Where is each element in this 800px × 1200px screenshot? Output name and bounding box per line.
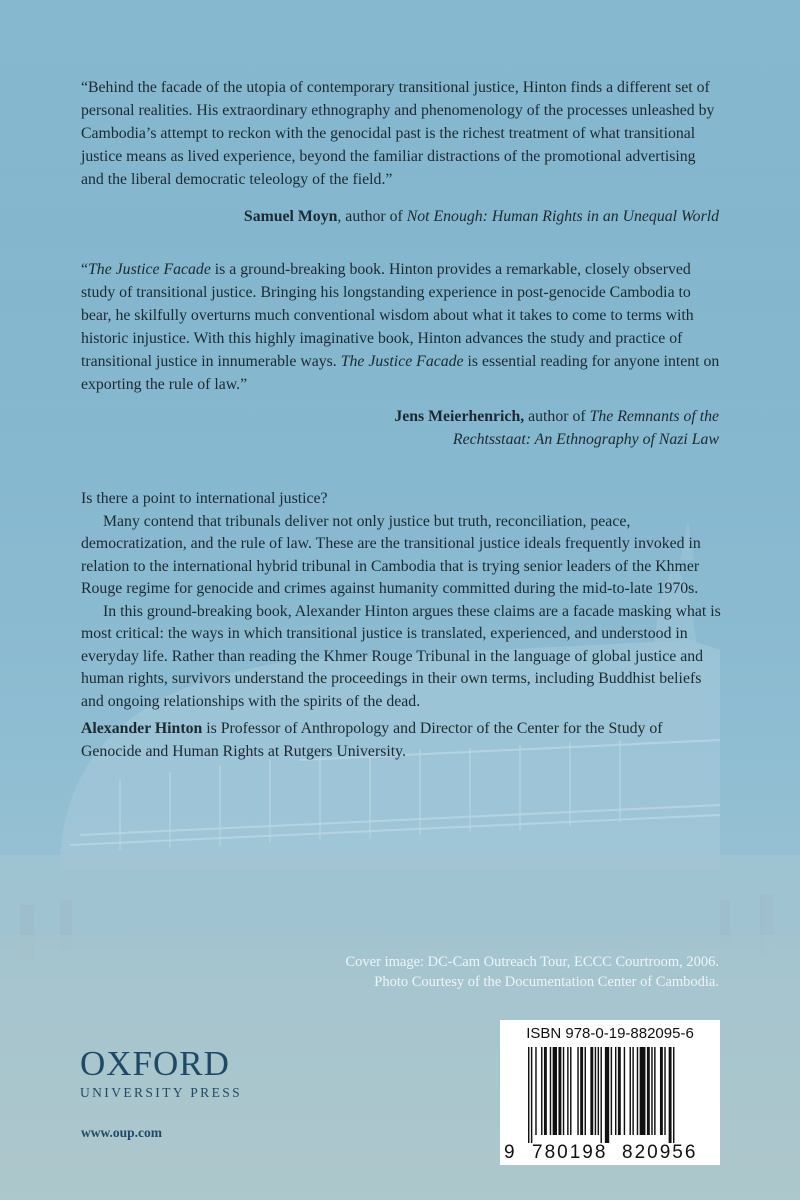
author-bio xyxy=(81,718,721,763)
barcode-bar xyxy=(585,1047,586,1135)
barcode-bar xyxy=(577,1047,578,1135)
book-title: The Justice Facade xyxy=(88,261,211,278)
isbn-left-digits: 780198 xyxy=(532,1142,608,1163)
barcode-bar xyxy=(531,1047,532,1143)
publisher-logo xyxy=(80,1046,270,1102)
description-paragraph-2: In this ground-breaking book, Alexander Hinton argues these claims are a facade masking what is most critical: the ways in which transitional justice is translated, experienced, and understood in everyday life. Rather than reading the Khmer Rouge Tribunal in the language of global justice and human rights, survivors understand the proceedings in their own terms, including Buddhist beliefs and ongoing relationships with the spirits of the dead. xyxy=(81,602,721,710)
book-description xyxy=(81,488,721,763)
endorser-name: Samuel Moyn xyxy=(243,208,338,225)
attribution-connector: author of xyxy=(524,408,590,425)
barcode-bar xyxy=(651,1047,652,1135)
barcode-bar xyxy=(544,1047,547,1135)
barcode-bar xyxy=(580,1047,583,1135)
description-question: Is there a point to international justice? xyxy=(81,490,328,507)
barcode-bar xyxy=(535,1047,536,1135)
barcode-bar xyxy=(590,1047,593,1135)
quote-text: is a ground-breaking book. Hinton provides a remarkable, closely observed study of transitional justice. Bringing his longstanding experience in post-genocide Cambodia to bear, he skilfully overturns much conventional wisdom about what it takes to come to terms with historic injustice. With this highly imaginative book, Hinton advances the study and practice of transitional justice in innumerable ways. xyxy=(81,261,694,370)
barcode-bar xyxy=(553,1047,557,1135)
barcode-bar xyxy=(541,1047,542,1135)
endorser-work-title: Not Enough: Human Rights in an Unequal World xyxy=(406,208,719,225)
barcode-bar xyxy=(618,1047,621,1135)
publisher-url: www.oup.com xyxy=(81,1125,163,1140)
endorsement-quote-2 xyxy=(81,258,721,396)
endorsement-quote-1: “Behind the facade of the utopia of contemporary transitional justice, Hinton finds a different set of personal realities. His extraordinary ethnography and phenomenology of the processes unleashed by Cambodia’s attempt to reckon with the genocidal past is the richest treatment of what transitional justice means as lived experience, beyond the familiar distractions of the promotional advertising and the liberal democratic teleology of the field.” xyxy=(81,79,715,188)
barcode-bar xyxy=(660,1047,663,1135)
description-paragraph-1: Many contend that tribunals deliver not only justice but truth, reconciliation, peace, democratization, and the rule of law. These are the transitional justice ideals frequently invoked in relation to the international hybrid tribunal in Cambodia that is trying senior leaders of the Khmer Rouge regime for genocide and crimes against humanity committed during the mid-to-late 1970s. xyxy=(81,512,701,597)
isbn-right-digits: 820956 xyxy=(622,1142,698,1163)
credit-line-1: Cover image: DC-Cam Outreach Tour, ECCC Courtroom, 2006. xyxy=(345,954,719,970)
barcode-bar xyxy=(654,1047,655,1135)
attribution-connector: , author of xyxy=(337,208,407,225)
barcode-bar xyxy=(570,1047,571,1135)
quote-text: is essential reading for anyone intent on exporting the rule of law.” xyxy=(81,353,720,393)
isbn-barcode xyxy=(500,1020,720,1165)
endorsement-attribution-1 xyxy=(244,205,719,228)
publisher-name: OXFORD xyxy=(80,1044,230,1083)
barcode-bar xyxy=(528,1047,529,1143)
barcode-bar xyxy=(615,1047,616,1135)
barcode-bar xyxy=(669,1047,672,1143)
barcode-bar xyxy=(605,1047,609,1143)
barcode-bar xyxy=(601,1047,602,1143)
isbn-label: ISBN 978-0-19-882095-6 xyxy=(526,1025,694,1042)
barcode-bar xyxy=(637,1047,638,1135)
author-name: Alexander Hinton xyxy=(81,720,203,737)
book-title: The Justice Facade xyxy=(340,353,464,370)
quote-open-mark: “ xyxy=(81,261,89,278)
barcode-bar xyxy=(640,1047,646,1135)
barcode-bar xyxy=(664,1047,665,1135)
barcode-bar xyxy=(673,1047,674,1143)
publisher-subtitle: UNIVERSITY PRESS xyxy=(80,1085,243,1100)
barcode-bar xyxy=(630,1047,631,1135)
barcode-bar xyxy=(550,1047,551,1135)
endorsement-attribution-2 xyxy=(319,405,719,451)
barcode-bar xyxy=(624,1047,625,1135)
barcode-bars xyxy=(510,1047,710,1143)
barcode-bar xyxy=(598,1047,599,1135)
barcode-bar xyxy=(647,1047,650,1135)
author-bio-text: is Professor of Anthropology and Director of the Center for the Study of Genocide and Human Rights at Rutgers University. xyxy=(81,720,663,760)
barcode-bar xyxy=(611,1047,612,1135)
endorser-work-title: The Remnants of the Rechtsstaat: An Ethnography of Nazi Law xyxy=(452,408,719,448)
isbn-first-digit: 9 xyxy=(504,1142,515,1163)
credit-line-2: Photo Courtesy of the Documentation Center of Cambodia. xyxy=(374,974,719,990)
barcode-bar xyxy=(558,1047,561,1135)
barcode-bar xyxy=(632,1047,633,1135)
endorser-name: Jens Meierhenrich, xyxy=(394,408,525,425)
barcode-bar xyxy=(595,1047,596,1135)
barcode-bar xyxy=(567,1047,568,1135)
cover-image-credit xyxy=(279,952,719,992)
barcode-bar xyxy=(563,1047,564,1135)
